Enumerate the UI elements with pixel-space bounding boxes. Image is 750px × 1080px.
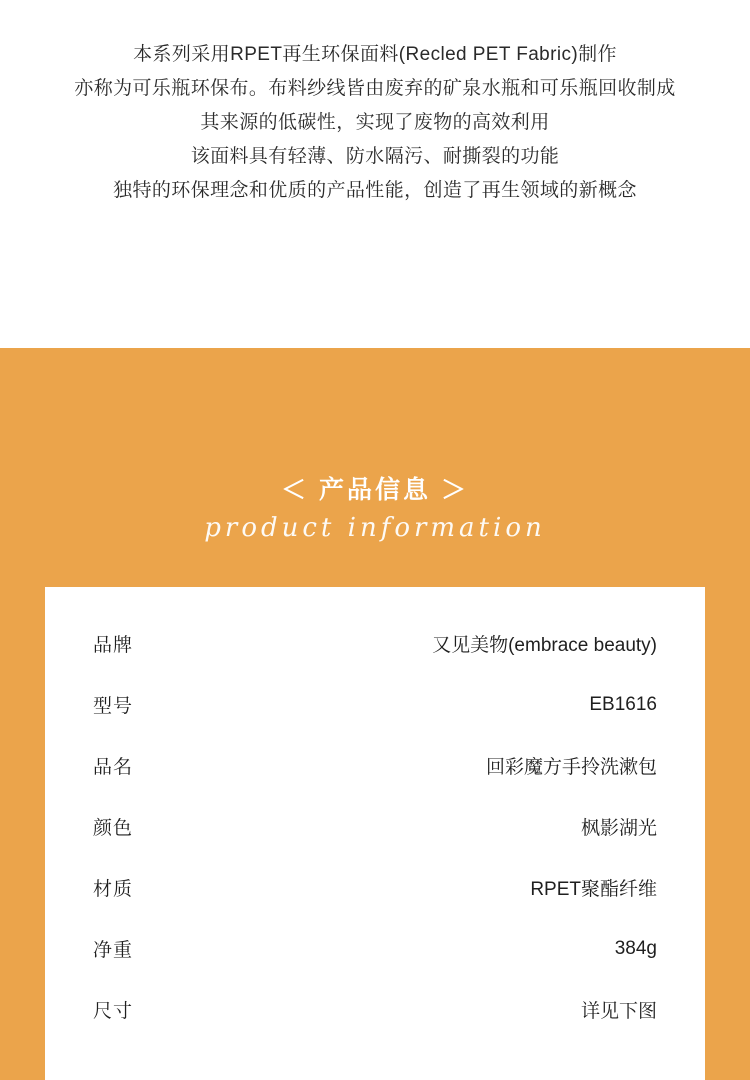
info-value: 详见下图: [580, 1001, 657, 1022]
info-row-material: [93, 857, 657, 918]
product-info-card: [45, 587, 705, 1080]
info-row-model: [93, 674, 657, 735]
section-title-english: product information: [204, 513, 546, 543]
info-label: 材质: [93, 879, 134, 900]
info-row-brand: [93, 613, 657, 674]
info-value: RPET聚酯纤维: [530, 879, 657, 900]
fabric-intro-block: [0, 0, 750, 348]
info-value: EB1616: [589, 693, 657, 715]
info-value: 又见美物(embrace beauty): [432, 635, 657, 656]
info-label: 颜色: [93, 818, 134, 839]
info-row-product-name: [93, 735, 657, 796]
intro-line: 独特的环保理念和优质的产品性能，创造了再生领域的新概念: [113, 180, 637, 201]
intro-line: 本系列采用RPET再生环保面料(Recled PET Fabric)制作: [133, 44, 617, 65]
info-label: 净重: [93, 940, 134, 961]
info-value: 回彩魔方手拎洗漱包: [485, 757, 657, 778]
info-value: 384g: [614, 937, 657, 959]
info-row-size: [93, 979, 657, 1040]
info-row-net-weight: [93, 918, 657, 979]
intro-line: 亦称为可乐瓶环保布。布料纱线皆由废弃的矿泉水瓶和可乐瓶回收制成: [74, 78, 676, 99]
intro-line: 其来源的低碳性，实现了废物的高效利用: [200, 112, 550, 133]
info-row-color: [93, 796, 657, 857]
section-title-chinese: ＜ 产品信息 ＞: [281, 476, 469, 504]
info-label: 尺寸: [93, 1001, 134, 1022]
info-label: 品名: [93, 757, 134, 778]
info-label: 型号: [93, 696, 134, 717]
intro-line: 该面料具有轻薄、防水隔污、耐撕裂的功能: [190, 146, 560, 167]
info-label: 品牌: [93, 635, 134, 656]
product-information-section: [0, 348, 750, 1080]
info-value: 枫影湖光: [580, 818, 657, 839]
